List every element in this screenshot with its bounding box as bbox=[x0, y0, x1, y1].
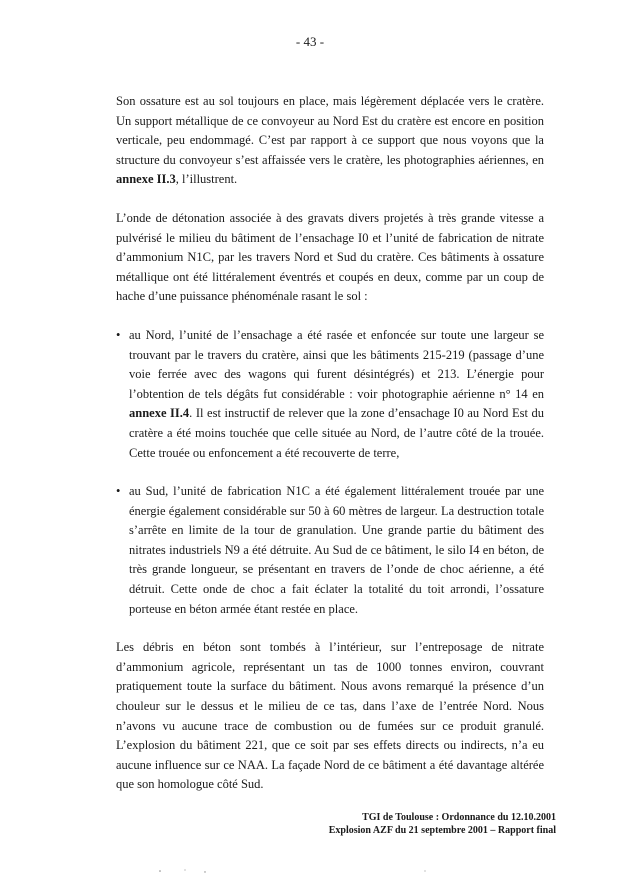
bullet-item-north bbox=[116, 326, 544, 463]
paragraph-1 bbox=[116, 92, 544, 190]
page-footer bbox=[329, 811, 556, 837]
page-number: - 43 - bbox=[295, 34, 325, 49]
bullet-south-text: au Sud, l’unité de fabrication N1C a été également littéralement trouée par une énergie également considérable sur 50 à 60 mètres de largeur. La destruction totale s’arrête en limite de la tour de granulation. Une grande partie du bâtiment des nitrates industriels N9 a été détruite. Au Sud de ce bâtiment, le silo I4 en béton, de très grande longueur, se présentant en travers de l’onde de choc aérienne, a été détruit. Cette onde de choc a fait éclater la totalité du toit arrondi, l’ossature porteuse en béton armée étant restée en place. bbox=[129, 484, 544, 616]
annexe-ref-ii3: annexe II.3 bbox=[116, 172, 176, 187]
paragraph-1-text: Son ossature est au sol toujours en place, mais légèrement déplacée vers le cratère. Un support métallique de ce convoyeur au Nord Est du cratère est encore en position verticale, peu endommagé. C’est par rapport à ce support que nous voyons que la structure du convoyeur s’est affaissée vers le cratère, les photographies aériennes, en bbox=[116, 94, 544, 167]
footer-line-report: Explosion AZF du 21 septembre 2001 – Rapport final bbox=[328, 825, 556, 836]
bullet-north-text: au Nord, l’unité de l’ensachage a été rasée et enfoncée sur toute une largeur se trouvant par le travers du cratère, ainsi que les bâtiments 215-219 (passage d’une voie ferrée avec des wagons qui furent désintégrés) et 213. L’énergie pour l’obtention de tels dégâts fut considérable : voir photographie aérienne n° 14 en bbox=[129, 327, 544, 401]
paragraph-3: Les débris en béton sont tombés à l’intérieur, sur l’entreposage de nitrate d’ammonium agricole, représentant un tas de 1000 tonnes environ, couvrant pratiquement toute la surface du bâtiment. Nous avons remarqué la présence d’un chouleur sur le dessus et le milieu de ce tas, dans l’axe de l’entrée Nord. Nous n’avons vu aucune trace de combustion ou de fumées sur ce produit granulé. L’explosion du bâtiment 221, que ce soit par ses effets directs ou indirects, n’a eu aucune influence sur ce NAA. La façade Nord de ce bâtiment a été davantage altérée que son homologue côté Sud. bbox=[116, 640, 544, 792]
paragraph-1-end: , l’illustrent. bbox=[175, 172, 238, 187]
bullet-north-end: . Il est instructif de relever que la zone d’ensachage I0 au Nord Est du cratère a été moins touchée que celle située au Nord, de l’autre côté de la trouée. Cette trouée ou enfoncement a été recouverte de terre, bbox=[129, 406, 545, 460]
bullet-icon: • bbox=[116, 484, 121, 499]
scan-specks bbox=[0, 866, 620, 876]
paragraph-2: L’onde de détonation associée à des gravats divers projetés à très grande vitesse a pulvérisé le milieu du bâtiment de l’ensachage I0 et l’unité de fabrication de nitrate d’ammonium N1C, par les travers Nord et Sud du cratère. Ces bâtiments à ossature métallique ont été littéralement éventrés et coupés en deux, comme par un coup de hache d’une puissance phénoménale rasant le sol : bbox=[116, 210, 544, 304]
footer-line-court: TGI de Toulouse : Ordonnance du 12.10.2001 bbox=[362, 812, 556, 823]
document-body bbox=[116, 92, 544, 814]
bullet-item-south bbox=[116, 482, 544, 619]
bullet-icon: • bbox=[116, 327, 121, 342]
annexe-ref-ii4: annexe II.4 bbox=[129, 406, 190, 421]
